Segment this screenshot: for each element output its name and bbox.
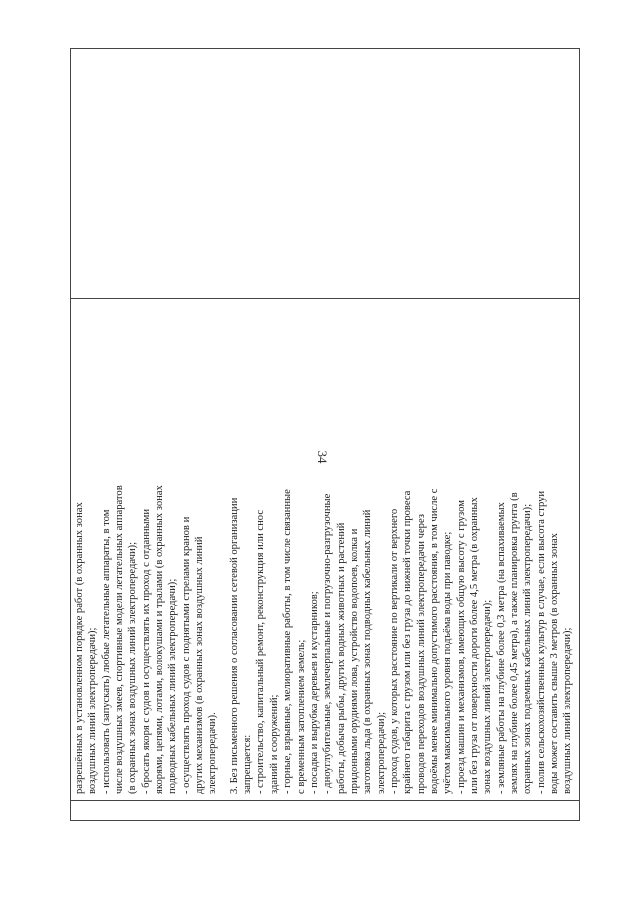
text-line: - строительство, капитальный ремонт, реконструкция или снос [255,509,267,794]
text-line: водоёмы менее минимально допустимого расстояния, в том числе с [428,488,440,794]
text-line: числе воздушных змеев, спортивные модели летательных аппаратов [114,485,126,794]
text-line: подводных кабельных линий электропередачи); [167,578,179,794]
text-line: - осуществлять проход судов с поднятыми стрелами кранов и [180,516,192,794]
text-line: воздушных линий электропередачи); [562,627,574,794]
page-number: 34 [315,450,330,464]
text-line: - использовать (запускать) любые летательные аппараты, в том [100,509,112,794]
table-border-bottom [70,820,580,821]
text-line: придонными орудиями лова, устройство водопоев, колка и [348,528,360,794]
text-line: учётом максимального уровня подъёма воды при паводке; [442,531,454,794]
text-line: с временным затоплением земель; [295,639,307,794]
text-line: электропередачи); [375,711,387,794]
text-line: охранных зонах подземных кабельных линий электропередачи); [522,503,534,794]
text-line: проводов переходов воздушных линий электропередачи через [415,514,427,794]
table-text-cell [70,340,580,800]
text-line: - проезд машин и механизмов, имеющих общую высоту с грузом [455,500,467,794]
text-line: (в охранных зонах воздушных линий электропередачи); [127,541,139,794]
text-line: якорями, цепями, лотами, волокушами и тралами (в охранных зонах [154,485,166,794]
text-line: запрещается: [242,734,254,794]
text-line: - дноуглубительные, землечерпальные и погрузочно-разгрузочные [322,493,334,794]
text-line: или без груза от поверхности дороги более 4,5 метра (в охранных [468,497,480,794]
text-line: зонах воздушных линий электропередачи); [482,599,494,794]
text-line: землях на глубине более 0,45 метра), а также планировка грунта (в [509,492,520,794]
text-line: заготовка льда (в охранных зонах подводных кабельных линий [362,509,374,794]
text-line: - земляные работы на глубине более 0,3 метра (на вспахиваемых [495,502,507,794]
text-line: - бросать якоря с судов и осуществлять их проход с отданными [140,508,152,794]
text-line: воды может составить свыше 3 метров (в охранных зонах [549,533,561,794]
text-line: - полив сельскохозяйственных культур в случае, если высота струи [535,490,547,794]
text-line: воздушных линий электропередачи); [87,627,99,794]
table-border-top [70,48,580,49]
text-line: других механизмов (в охранных зонах воздушных линий [194,536,206,794]
text-line: крайнего габарита с грузом или без груза до нижней точки провеса [402,490,414,794]
text-line: - проход судов, у которых расстояние по вертикали от верхнего [388,508,400,794]
text-line: 3. Без письменного решения о согласовании сетевой организации [228,497,240,794]
paragraph-gap [220,344,228,794]
text-line: электропередачи). [207,712,219,794]
text-line: зданий и сооружений; [268,694,280,794]
text-line: работы, добыча рыбы, других водных животных и растений [335,522,347,794]
text-line: - горные, взрывные, мелиоративные работы, в том числе связанные [282,489,294,794]
text-line: разрешённых в установленном порядке работ (в охранных зонах [74,502,85,794]
text-line: - посадка и вырубка деревьев и кустарников; [308,591,320,794]
rotated-table-content [70,50,580,820]
